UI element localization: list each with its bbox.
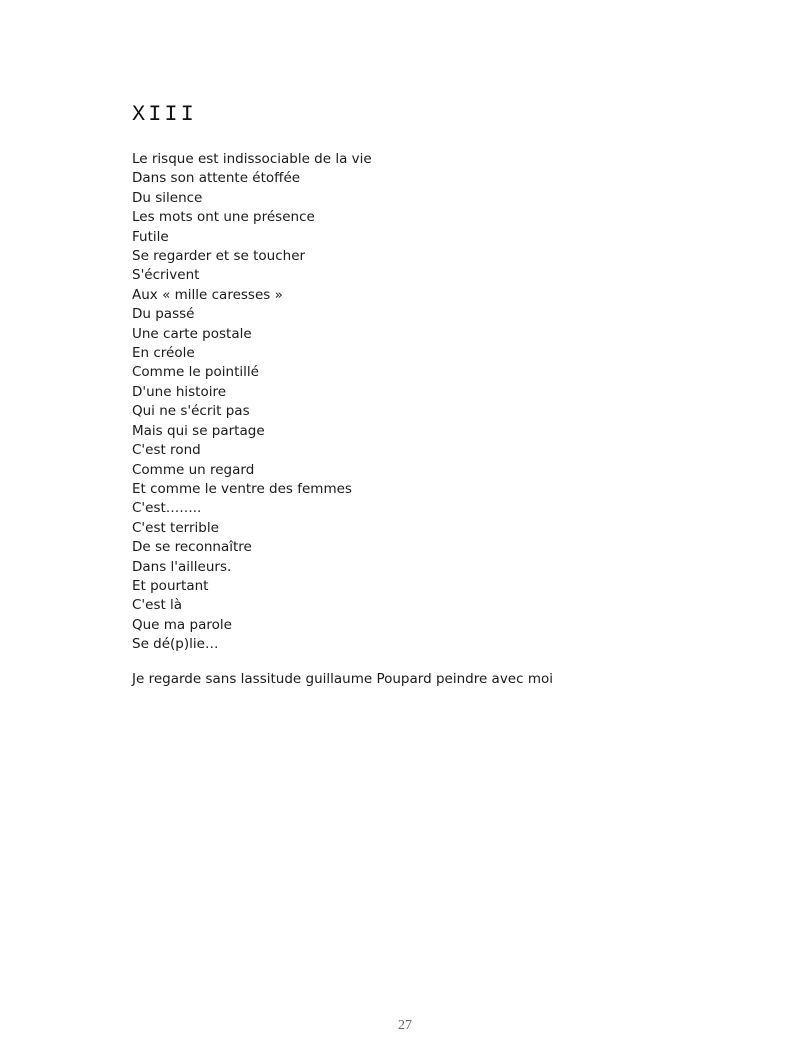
poem-line: Une carte postale [132, 325, 252, 342]
poem-line: Le risque est indissociable de la vie [132, 151, 372, 167]
poem-line: D'une histoire [132, 383, 227, 400]
poem-line: Se regarder et se toucher [132, 248, 306, 265]
poem-line: C'est…….. [132, 500, 202, 517]
poem-line: Et pourtant [132, 577, 209, 594]
closing-line: Je regarde sans lassitude guillaume Poupard peindre avec moi [132, 671, 553, 687]
chapter-title: XIII [132, 102, 197, 127]
poem-line: Mais qui se partage [132, 422, 265, 439]
poem-line: Que ma parole [132, 616, 232, 633]
poem-line: En créole [132, 345, 195, 362]
poem-line: Dans son attente étoffée [132, 170, 301, 187]
poem-line: C'est là [132, 597, 183, 614]
poem-line: Et comme le ventre des femmes [132, 480, 352, 497]
poem-line: Du passé [132, 306, 195, 323]
poem-line: S'écrivent [132, 267, 200, 284]
poem-line: Aux « mille caresses » [132, 286, 283, 303]
page-number: 27 [398, 1018, 412, 1033]
poem-line: C'est rond [132, 442, 201, 459]
poem-line: Du silence [132, 189, 203, 206]
poem-line: Comme un regard [132, 461, 255, 478]
poem-line: Futile [132, 228, 169, 245]
poem-line: C'est terrible [132, 519, 219, 536]
poem-line: Se dé(p)lie… [132, 636, 219, 653]
poem-line: Qui ne s'écrit pas [132, 403, 250, 420]
poem-line: Les mots ont une présence [132, 209, 315, 226]
poem-line: Dans l'ailleurs. [132, 558, 232, 575]
poem-stanza [132, 150, 372, 655]
poem-line: Comme le pointillé [132, 364, 259, 381]
poem-line: De se reconnaître [132, 539, 252, 556]
